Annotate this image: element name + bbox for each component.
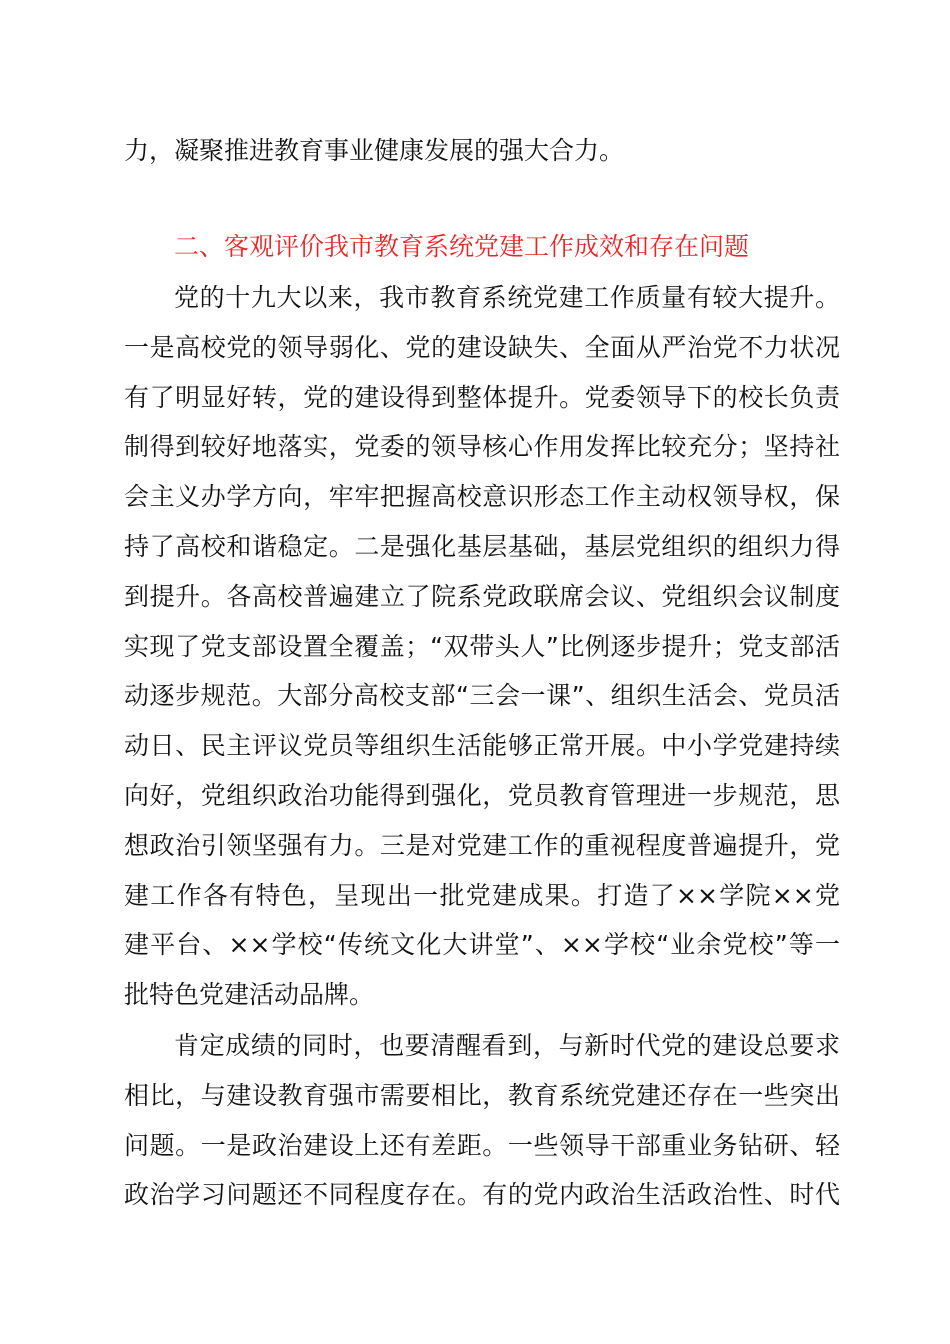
- text-line: 政治学习问题还不同程度存在。有的党内政治生活政治性、时代: [124, 1180, 840, 1210]
- text-line: 建工作各有特色，呈现出一批党建成果。打造了××学院××党: [124, 880, 840, 910]
- text-line: 批特色党建活动品牌。: [124, 980, 375, 1010]
- text-line: 一是高校党的领导弱化、党的建设缺失、全面从严治党不力状况: [124, 332, 840, 362]
- text-line: 问题。一是政治建设上还有差距。一些领导干部重业务钻研、轻: [124, 1130, 840, 1160]
- paragraph-problems: [124, 1021, 840, 1220]
- carryover-paragraph: [124, 126, 840, 176]
- text-line: 相比，与建设教育强市需要相比，教育系统党建还存在一些突出: [124, 1080, 840, 1110]
- text-line: 动逐步规范。大部分高校支部“三会一课”、组织生活会、党员活: [124, 681, 840, 711]
- text-line: 持了高校和谐稳定。二是强化基层基础，基层党组织的组织力得: [124, 531, 840, 561]
- text-line: 力，凝聚推进教育事业健康发展的强大合力。: [124, 136, 625, 165]
- text-line: 肯定成绩的同时，也要清醒看到，与新时代党的建设总要求: [174, 1031, 840, 1060]
- text-line: 制得到较好地落实，党委的领导核心作用发挥比较充分；坚持社: [124, 432, 840, 462]
- text-line: 想政治引领坚强有力。三是对党建工作的重视程度普遍提升，党: [124, 830, 840, 860]
- section-heading: 二、客观评价我市教育系统党建工作成效和存在问题: [174, 232, 750, 261]
- text-line: 建平台、××学校“传统文化大讲堂”、××学校“业余党校”等一: [124, 930, 840, 960]
- text-line: 向好，党组织政治功能得到强化，党员教育管理进一步规范，思: [124, 780, 840, 810]
- text-line: 实现了党支部设置全覆盖；“双带头人”比例逐步提升；党支部活: [124, 631, 840, 661]
- text-line: 党的十九大以来，我市教育系统党建工作质量有较大提升。: [174, 283, 840, 312]
- text-line: 动日、民主评议党员等组织生活能够正常开展。中小学党建持续: [124, 731, 840, 761]
- text-line: 会主义办学方向，牢牢把握高校意识形态工作主动权领导权，保: [124, 482, 840, 512]
- text-line: 有了明显好转，党的建设得到整体提升。党委领导下的校长负责: [124, 382, 840, 412]
- paragraph-achievements: [124, 273, 840, 1020]
- text-line: 到提升。各高校普遍建立了院系党政联席会议、党组织会议制度: [124, 581, 840, 611]
